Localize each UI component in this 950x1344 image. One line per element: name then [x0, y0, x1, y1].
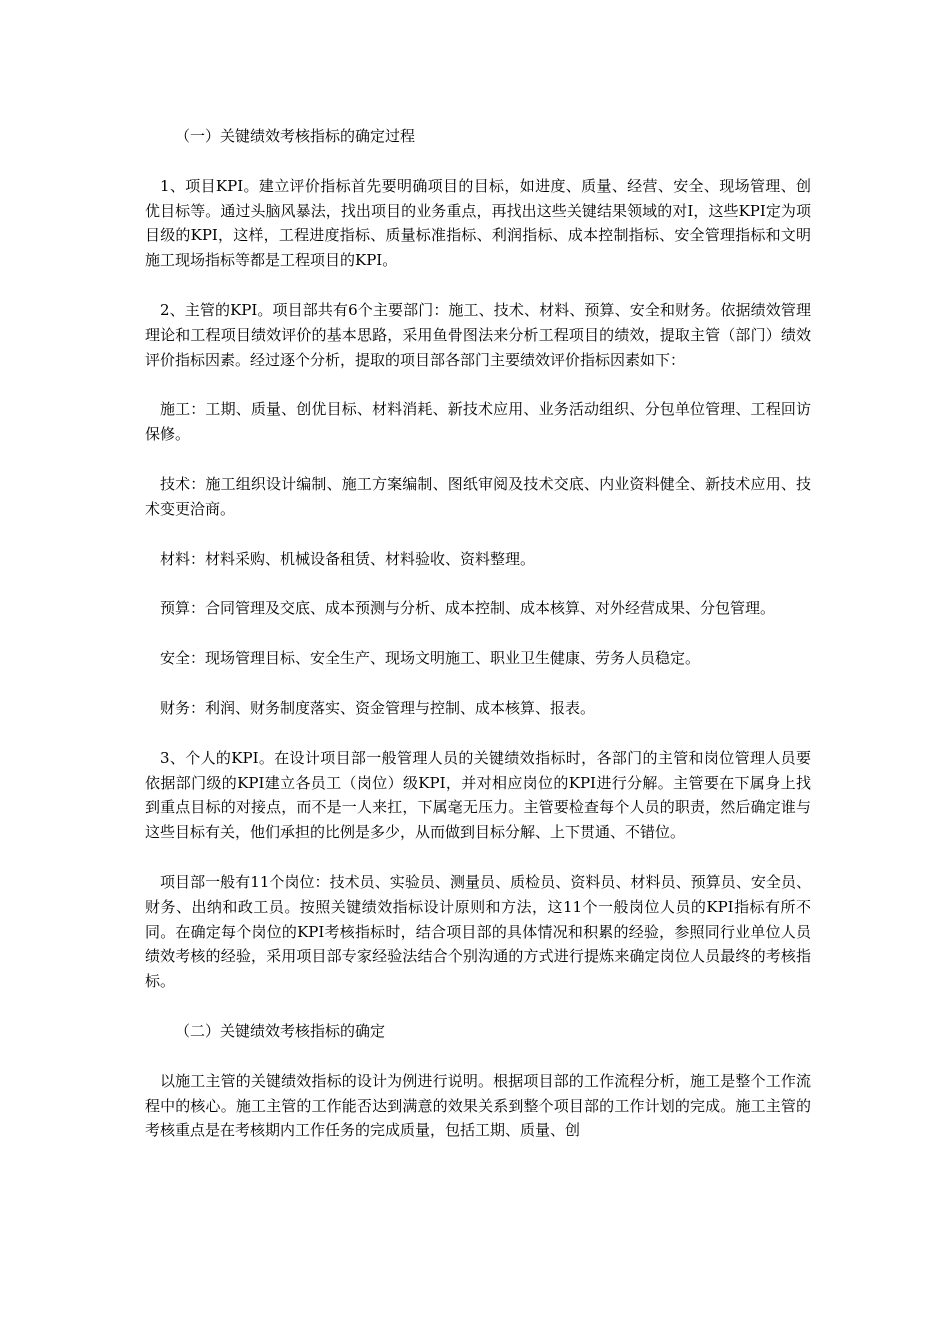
document-page: [145, 124, 811, 1168]
paragraph-project-kpi: 1、项目KPI。建立评价指标首先要明确项目的目标，如进度、质量、经营、安全、现场管理、创优目标等。通过头脑风暴法，找出项目的业务重点，再找出这些关键结果领域的对I，这些KPI定为项目级的KPI，这样，工程进度指标、质量标准指标、利润指标、成本控制指标、安全管理指标和文明施工现场指标等都是工程项目的KPI。: [145, 176, 811, 270]
paragraph-materials: 材料：材料采购、机械设备租赁、材料验收、资料整理。: [160, 549, 536, 568]
section-heading-2: （二）关键绩效考核指标的确定: [175, 1021, 386, 1040]
paragraph-positions: 项目部一般有11个岗位：技术员、实验员、测量员、质检员、资料员、材料员、预算员、安全员、财务、出纳和政工员。按照关键绩效指标设计原则和方法，这11个一般岗位人员的KPI指标有所不同。在确定每个岗位的KPI考核指标时，结合项目部的具体情况和积累的经验，参照同行业单位人员绩效考核的经验，采用项目部专家经验法结合个别沟通的方式进行提炼来确定岗位人员最终的考核指标。: [145, 872, 811, 991]
paragraph-technology: 技术：施工组织设计编制、施工方案编制、图纸审阅及技术交底、内业资料健全、新技术应用、技术变更洽商。: [145, 474, 811, 518]
paragraph-safety: 安全：现场管理目标、安全生产、现场文明施工、职业卫生健康、劳务人员稳定。: [160, 649, 701, 668]
paragraph-budget: 预算：合同管理及交底、成本预测与分析、成本控制、成本核算、对外经营成果、分包管理。: [160, 599, 776, 618]
paragraph-manager-kpi: 2、主管的KPI。项目部共有6个主要部门：施工、技术、材料、预算、安全和财务。依据绩效管理理论和工程项目绩效评价的基本思路，采用鱼骨图法来分析工程项目的绩效，提取主管（部门）绩效评价指标因素。经过逐个分析，提取的项目部各部门主要绩效评价指标因素如下：: [145, 300, 811, 369]
paragraph-finance: 财务：利润、财务制度落实、资金管理与控制、成本核算、报表。: [160, 698, 596, 717]
paragraph-construction: 施工：工期、质量、创优目标、材料消耗、新技术应用、业务活动组织、分包单位管理、工程回访保修。: [145, 400, 811, 444]
paragraph-construction-manager: 以施工主管的关键绩效指标的设计为例进行说明。根据项目部的工作流程分析，施工是整个工作流程中的核心。施工主管的工作能否达到满意的效果关系到整个项目部的工作计划的完成。施工主管的考核重点是在考核期内工作任务的完成质量，包括工期、质量、创: [145, 1071, 811, 1140]
section-heading-1: （一）关键绩效考核指标的确定过程: [175, 127, 416, 145]
paragraph-individual-kpi: 3、个人的KPI。在设计项目部一般管理人员的关键绩效指标时，各部门的主管和岗位管理人员要依据部门级的KPI建立各员工（岗位）级KPI，并对相应岗位的KPI进行分解。主管要在下属身上找到重点目标的对接点，而不是一人来扛，下属毫无压力。主管要检查每个人员的职责，然后确定谁与这些目标有关，他们承担的比例是多少，从而做到目标分解、上下贯通、不错位。: [145, 748, 811, 842]
